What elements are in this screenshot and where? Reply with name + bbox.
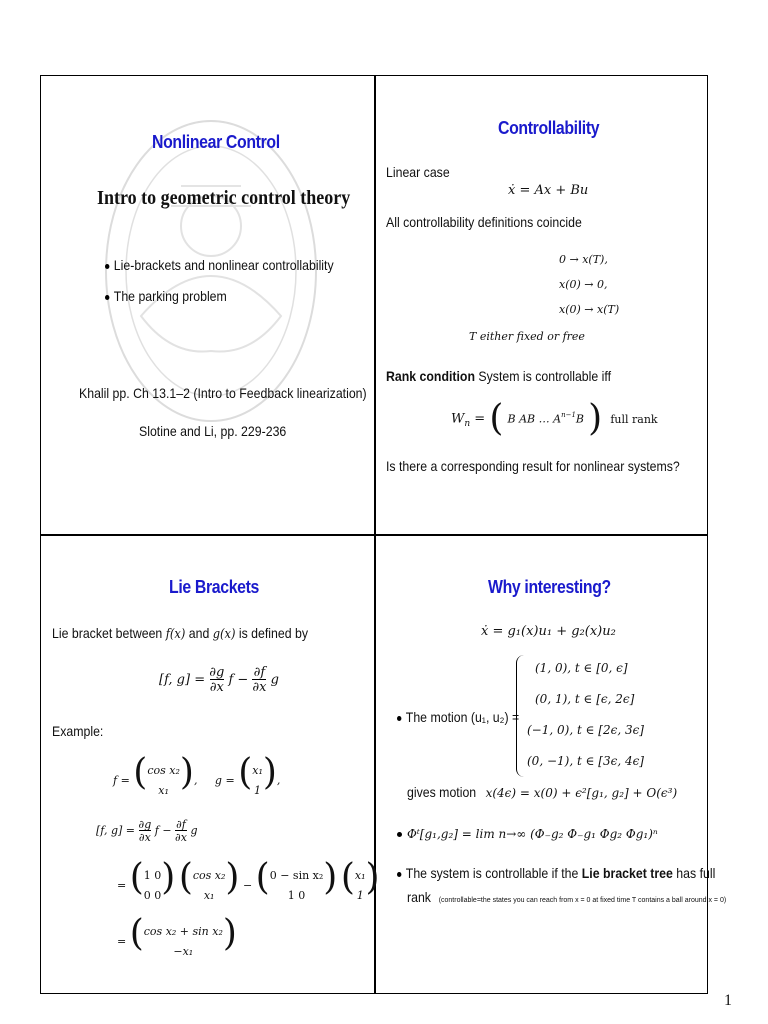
slide-nonlinear-control xyxy=(41,76,374,534)
handout-sheet xyxy=(40,75,727,994)
example-vectors: f = (cos x₂ x₁ ), g = (x₁ 1), xyxy=(113,752,281,797)
example-result: = (cos x₂ + sin x₂ −x₁ ) xyxy=(117,913,237,958)
linear-case-label: Linear case xyxy=(386,164,450,180)
lie-bracket-definition-text: Lie bracket between f(x) and g(x) is defined by xyxy=(52,625,309,642)
definition-line: x(0) → x(T) xyxy=(559,303,620,316)
slide-title: Controllability xyxy=(498,118,600,138)
cases-brace xyxy=(516,655,527,777)
example-jacobian-product: = (1 0 0 0) (cos x₂ x₁ ) − (0 − sin x₂ 1 0 ) (x₁ 1) xyxy=(117,857,380,902)
rank-condition-text: Rank condition System is controllable iff xyxy=(386,368,612,384)
lie-bracket-formula: [f, $g] = \frac{\partial g}{\partial x}$ $f - \frac{\partial f}{\partial x}$ g xyxy=(159,665,279,695)
slide-title: Why interesting? xyxy=(488,577,611,597)
slide-subtitle: Intro to geometric control theory xyxy=(97,187,351,209)
controllability-statement: The system is controllable if the Lie bracket tree has full xyxy=(397,865,715,881)
bullet-icon xyxy=(397,832,402,837)
time-note: T either fixed or free xyxy=(469,330,585,343)
motion-definition: The motion (u₁, u₂) = xyxy=(397,709,519,725)
page-number: 1 xyxy=(724,992,732,1009)
motion-case: (0, −1), t ∈ [3ϵ, 4ϵ] xyxy=(527,754,644,768)
all-definitions-text: All controllability definitions coincide xyxy=(386,214,582,230)
control-affine-system: ẋ = g₁(x)u₁ + g₂(x)u₂ xyxy=(481,624,616,639)
linear-system-equation: ẋ = Ax + Bu xyxy=(508,183,589,198)
bullet-item: The parking problem xyxy=(105,288,227,304)
bullet-icon xyxy=(397,716,401,721)
example-bracket-definition: [f, $g] = \frac{\partial g}{\partial x}$ $f - \frac{\partial f}{\partial x}$ g xyxy=(96,818,198,844)
motion-case: (0, 1), t ∈ [ϵ, 2ϵ] xyxy=(535,692,635,706)
rank-matrix: $W_n$ = ( B AB … $A^{n-1}B$ ) full rank xyxy=(451,398,658,439)
bullet-icon xyxy=(105,295,109,300)
motion-case: (−1, 0), t ∈ [2ϵ, 3ϵ] xyxy=(527,723,644,737)
definition-line: 0 → x(T), xyxy=(559,253,608,266)
motion-case: (1, 0), t ∈ [0, ϵ] xyxy=(535,661,628,675)
flow-limit-formula: Φᵗ[g₁,g₂] = lim n→∞ (Φ₋g₂ Φ₋g₁ Φg₂ Φg₁)ⁿ xyxy=(397,827,658,841)
slide-lie-brackets xyxy=(41,535,380,993)
slide-controllability xyxy=(375,76,708,534)
slide-title: Nonlinear Control xyxy=(152,132,280,152)
motion-result: gives motionx(4ϵ) = x(0) + ϵ²[g₁, g₂] + O(ϵ³) xyxy=(407,784,678,800)
controllability-note: rank (controllable=the states you can reach from x = 0 at fixed time T contains a ball around x = 0) xyxy=(407,889,727,905)
bullet-icon xyxy=(397,872,401,877)
bullet-icon xyxy=(105,264,109,269)
reference-slotine: Slotine and Li, pp. 229-236 xyxy=(139,423,287,439)
bullet-item: Lie-brackets and nonlinear controllability xyxy=(105,257,334,273)
slide-title: Lie Brackets xyxy=(169,577,259,597)
slide-why-interesting xyxy=(375,535,727,993)
example-label: Example: xyxy=(52,723,104,739)
nonlinear-question: Is there a corresponding result for nonlinear systems? xyxy=(386,458,680,474)
reference-khalil: Khalil pp. Ch 13.1–2 (Intro to Feedback linearization) xyxy=(79,385,367,401)
definition-line: x(0) → 0, xyxy=(559,278,608,291)
